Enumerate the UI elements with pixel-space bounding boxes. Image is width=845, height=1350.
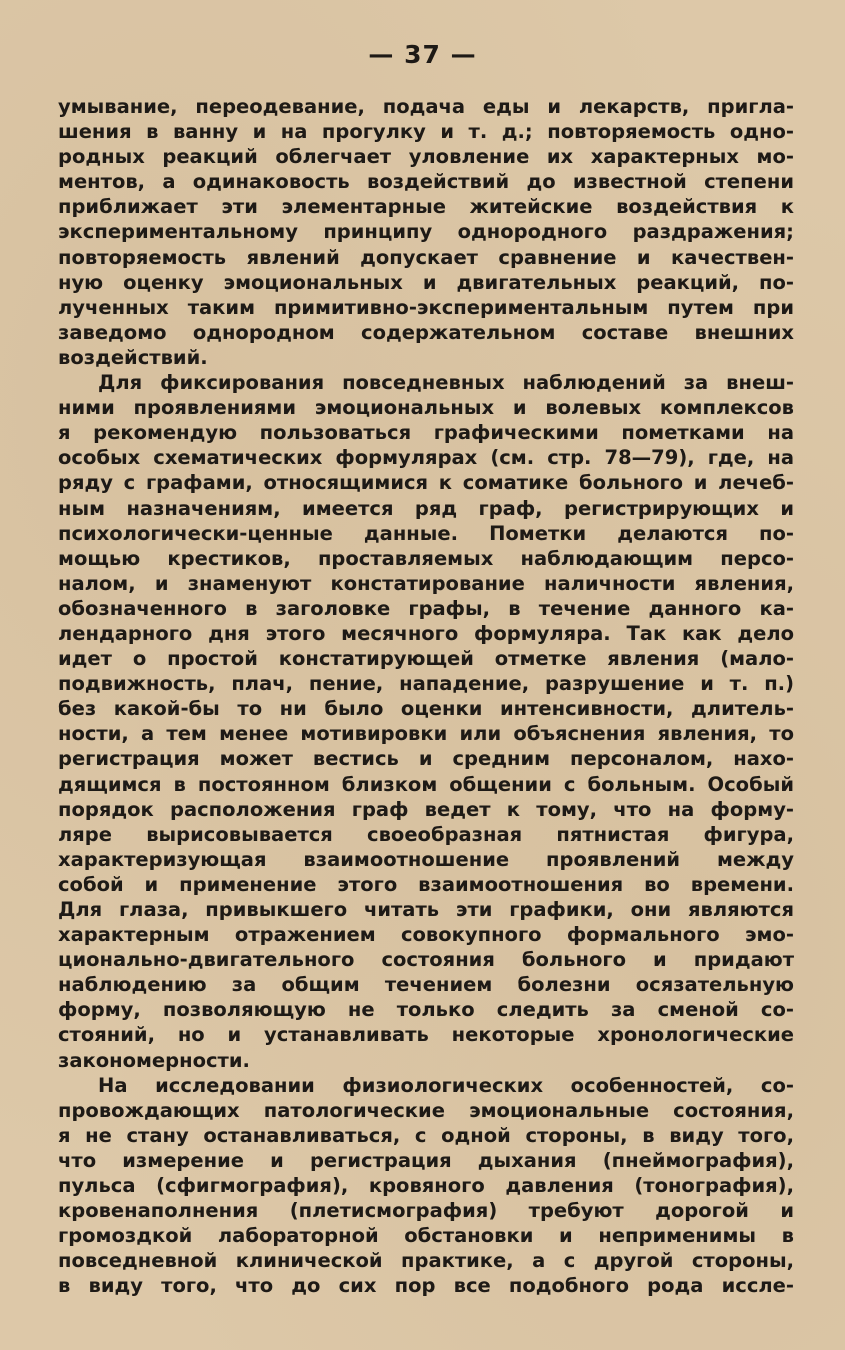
text-line: мощью крестиков, проставляемых наблюдающим персо- [58, 546, 794, 570]
text-line: громоздкой лабораторной обстановки и неприменимы в [58, 1224, 794, 1248]
text-line: лученных таким примитивно-экспериментальным путем при [58, 295, 794, 319]
text-line: умывание, переодевание, подача еды и лекарств, пригла- [58, 95, 794, 118]
text-line: ними проявлениями эмоциональных и волевых комплексов [58, 396, 794, 420]
text-line: стояний, но и устанавливать некоторые хронологические [58, 1023, 794, 1047]
text-line: порядок расположения граф ведет к тому, что на форму- [58, 797, 794, 821]
text-line: подвижность, плач, пение, нападение, разрушение и т. п.) [58, 672, 794, 696]
text-line: ментов, а одинаковость воздействий до известной степени [58, 170, 794, 194]
text-line: я рекомендую пользоваться графическими пометками на [58, 421, 794, 445]
text-line: ную оценку эмоциональных и двигательных реакций, по- [58, 270, 794, 294]
text-line: повторяемость явлений допускает сравнение и качествен- [58, 245, 794, 269]
text-line: пульса (сфигмография), кровяного давления (тонография), [58, 1174, 794, 1198]
text-line: дящимся в постоянном близком общении с больным. Особый [58, 772, 794, 796]
text-line: шения в ванну и на прогулку и т. д.; повторяемость одно- [58, 120, 794, 144]
body-text [58, 94, 794, 1299]
text-line: регистрация может вестись и средним персоналом, нахо- [58, 747, 794, 771]
text-line: заведомо однородном содержательном составе внешних [58, 320, 794, 344]
text-line: характерным отражением совокупного формального эмо- [58, 923, 794, 947]
text-line: обозначенного в заголовке графы, в течение данного ка- [58, 596, 794, 620]
text-line: наблюдению за общим течением болезни осязательную [58, 973, 794, 997]
text-line: налом, и знаменуют констатирование наличности явления, [58, 571, 794, 595]
text-line: закономерности. [58, 1048, 250, 1072]
text-line: экспериментальному принципу однородного раздражения; [58, 220, 794, 244]
text-line: повседневной клинической практике, а с другой стороны, [58, 1249, 794, 1273]
text-line: воздействий. [58, 345, 208, 369]
text-line: собой и применение этого взаимоотношения во времени. [58, 872, 794, 896]
text-line: характеризующая взаимоотношение проявлений между [58, 847, 794, 871]
text-line: ряду с графами, относящимися к соматике больного и лечеб- [58, 471, 794, 495]
text-line: приближает эти элементарные житейские воздействия к [58, 195, 794, 219]
text-line: лендарного дня этого месячного формуляра. Так как дело [58, 621, 794, 645]
text-line: На исследовании физиологических особенностей, со- [98, 1073, 794, 1097]
text-line: Для фиксирования повседневных наблюдений за внеш- [98, 371, 794, 395]
text-line: особых схематических формулярах (см. стр. 78—79), где, на [58, 446, 794, 470]
text-line: форму, позволяющую не только следить за сменой со- [58, 998, 794, 1022]
text-line: я не стану останавливаться, с одной стороны, в виду того, [58, 1123, 794, 1147]
text-line: Для глаза, привыкшего читать эти графики, они являются [58, 898, 794, 921]
text-line: ным назначениям, имеется ряд граф, регистрирующих и [58, 496, 794, 520]
text-line: ляре вырисовывается своеобразная пятнистая фигура, [58, 822, 794, 846]
text-line: ционально-двигательного состояния больного и придают [58, 948, 794, 972]
text-line: кровенаполнения (плетисмография) требуют дорогой и [58, 1199, 794, 1223]
text-line: ности, а тем менее мотивировки или объяснения явления, то [58, 722, 794, 746]
text-line: что измерение и регистрация дыхания (пнеймография), [58, 1148, 794, 1172]
text-line: в виду того, что до сих пор все подобного рода иссле- [58, 1274, 794, 1298]
text-line: без какой-бы то ни было оценки интенсивности, длитель- [58, 697, 794, 721]
text-line: идет о простой констатирующей отметке явления (мало- [58, 647, 794, 671]
text-line: психологически-ценные данные. Пометки делаются по- [58, 521, 794, 545]
text-line: родных реакций облегчает уловление их характерных мо- [58, 145, 794, 169]
text-line: провождающих патологические эмоциональные состояния, [58, 1098, 794, 1122]
page-number: — 37 — [368, 40, 477, 69]
